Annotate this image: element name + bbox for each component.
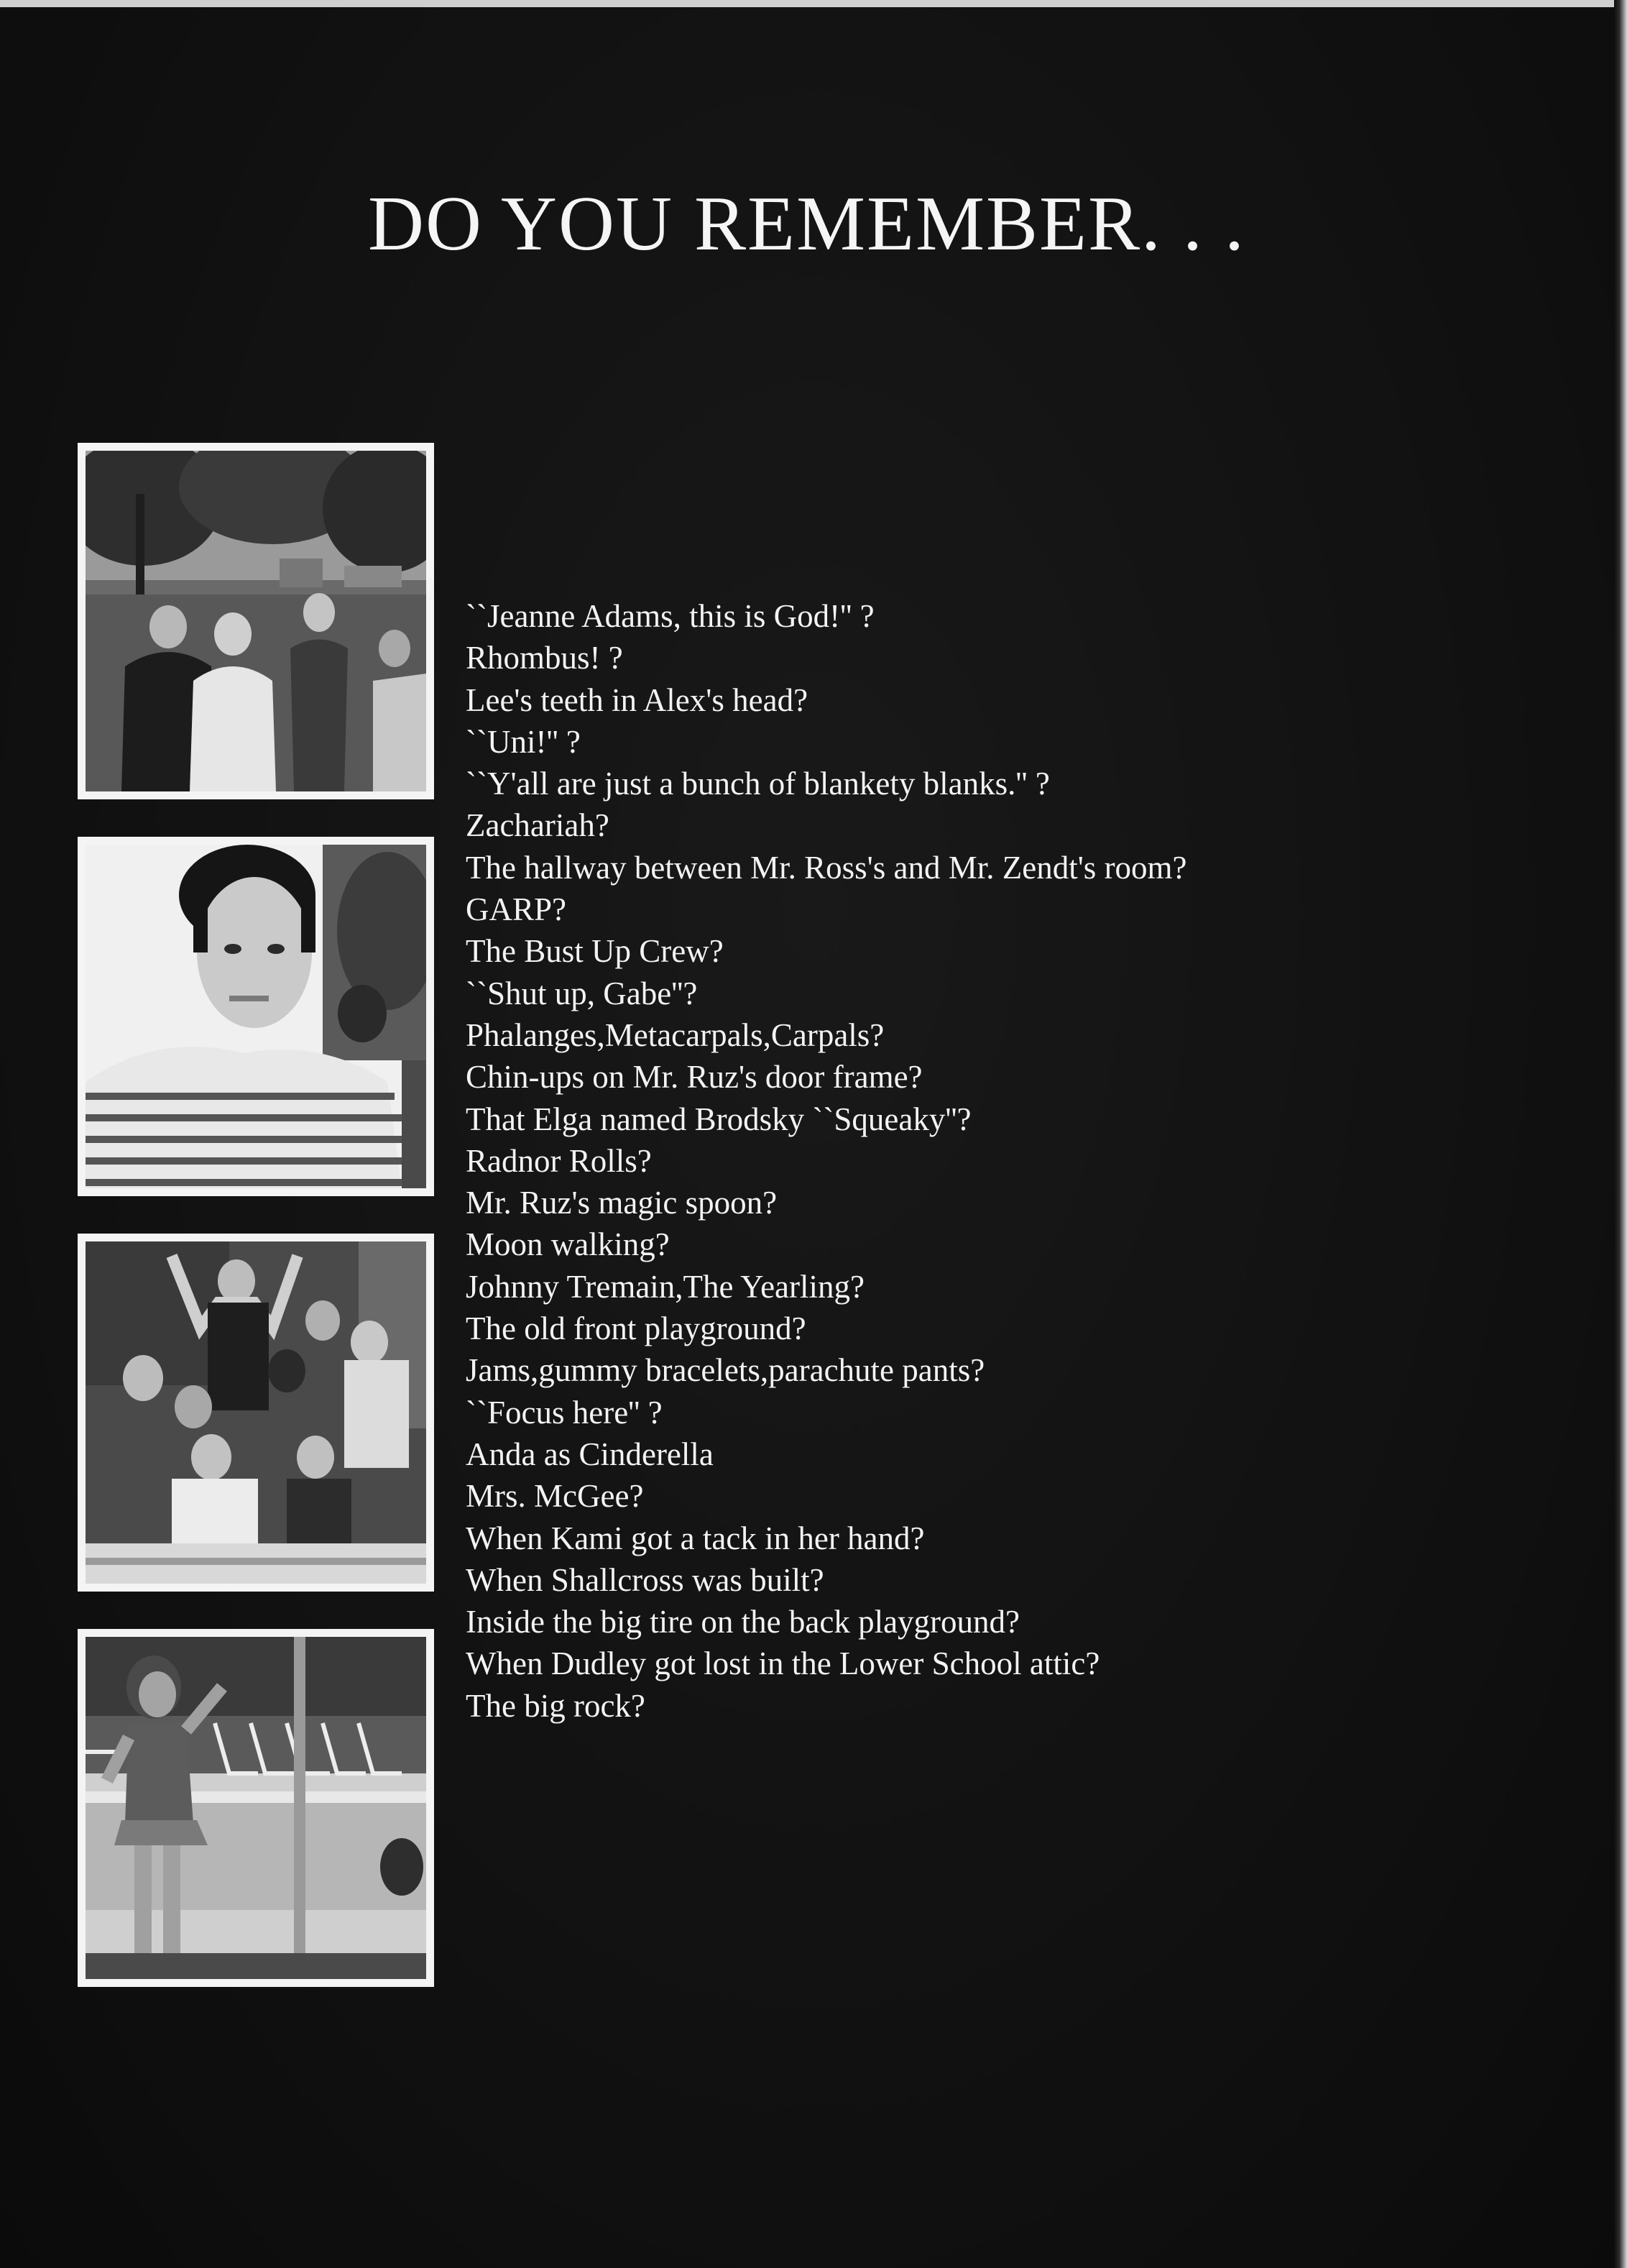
memory-item: When Shallcross was built? <box>466 1561 824 1598</box>
memory-item: Inside the big tire on the back playground? <box>466 1604 1020 1640</box>
memory-item: Mrs. McGee? <box>466 1478 644 1515</box>
memory-item: ``Shut up, Gabe''? <box>466 975 698 1011</box>
memory-item: Zachariah? <box>466 807 609 844</box>
photo-outdoor-kids <box>78 443 434 799</box>
memory-item: When Dudley got lost in the Lower School attic? <box>466 1645 1100 1682</box>
page-title: DO YOU REMEMBER. . . <box>368 181 1246 267</box>
memory-item: ``Focus here'' ? <box>466 1394 663 1431</box>
memory-item: ``Y'all are just a bunch of blankety blanks.'' ? <box>466 766 1050 802</box>
memory-item: The hallway between Mr. Ross's and Mr. Zendt's room? <box>466 849 1187 886</box>
photo-boy-portrait <box>78 837 434 1196</box>
photo-girl-by-pool <box>78 1629 434 1987</box>
photo-classroom-group <box>78 1234 434 1592</box>
memory-item: ``Jeanne Adams, this is God!'' ? <box>466 598 875 634</box>
memory-item: When Kami got a tack in her hand? <box>466 1520 925 1556</box>
memory-item: ``Uni!'' ? <box>466 723 581 760</box>
memory-item: GARP? <box>466 891 567 928</box>
classroom-group-photo-icon <box>86 1241 426 1584</box>
scan-top-edge <box>0 0 1627 7</box>
memory-item: Anda as Cinderella <box>466 1436 714 1472</box>
memories-list <box>466 595 1400 1727</box>
memory-item: That Elga named Brodsky ``Squeaky''? <box>466 1101 972 1137</box>
outdoor-kids-photo-icon <box>86 451 426 791</box>
memory-item: The old front playground? <box>466 1310 806 1347</box>
memory-item: Radnor Rolls? <box>466 1142 652 1179</box>
scan-right-edge <box>1614 0 1627 2268</box>
memory-item: Mr. Ruz's magic spoon? <box>466 1185 778 1221</box>
girl-by-pool-photo-icon <box>86 1637 426 1979</box>
memory-item: Johnny Tremain,The Yearling? <box>466 1268 865 1305</box>
memory-item: Moon walking? <box>466 1226 670 1263</box>
memory-item: Lee's teeth in Alex's head? <box>466 681 808 718</box>
memory-item: The big rock? <box>466 1687 645 1724</box>
memory-item: Chin-ups on Mr. Ruz's door frame? <box>466 1059 923 1096</box>
memory-item: The Bust Up Crew? <box>466 933 724 970</box>
memory-item: Phalanges,Metacarpals,Carpals? <box>466 1016 885 1053</box>
memory-item: Rhombus! ? <box>466 640 623 676</box>
memory-item: Jams,gummy bracelets,parachute pants? <box>466 1352 985 1389</box>
boy-portrait-photo-icon <box>86 845 426 1188</box>
